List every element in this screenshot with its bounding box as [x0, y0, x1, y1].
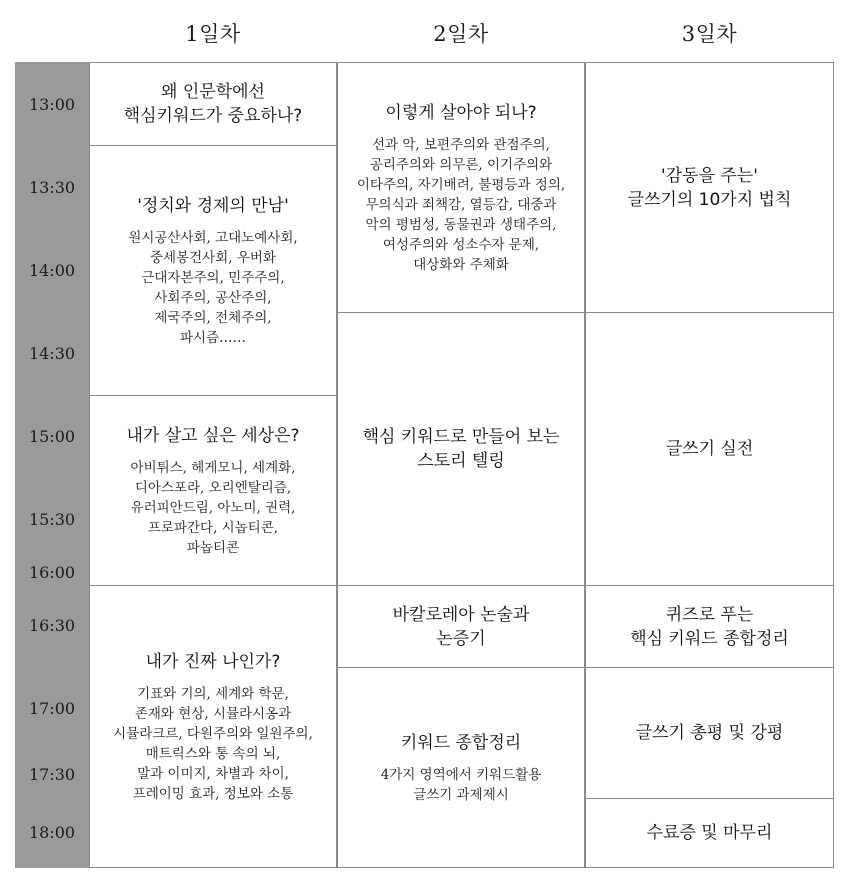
session-keywords: 기표와 기의, 세계와 학문, 존재와 현상, 시뮬라시옹과 시뮬라크르, 다원주의와 일원주의, 매트릭스와 통 속의 뇌, 말과 이미지, 차별과 차이, 프레이밍 효과, 정보와 소통: [113, 685, 313, 802]
session-day1-4: [89, 585, 337, 868]
session-day2-2: [337, 312, 585, 586]
session-title: 내가 살고 싶은 세상은?: [126, 425, 300, 446]
session-day3-4: [585, 667, 834, 799]
time-label: 13:30: [28, 178, 76, 197]
time-label: 14:00: [28, 261, 76, 280]
session-day1-1: [89, 62, 337, 146]
day-header-3: 3일차: [681, 22, 738, 46]
session-title: 이렇게 살아야 되나?: [385, 102, 537, 123]
time-label: 16:00: [28, 563, 76, 582]
day-header-2: 2일차: [433, 22, 489, 46]
session-title: 글쓰기 실전: [665, 439, 754, 459]
session-day3-3: [585, 585, 834, 668]
day-header-1: 1일차: [185, 22, 241, 46]
time-label: 15:00: [28, 427, 76, 446]
session-day2-4: [337, 667, 585, 868]
session-day3-1: [585, 62, 834, 313]
session-title: 키워드 종합정리: [400, 732, 522, 753]
session-title: 퀴즈로 푸는 핵심 키워드 종합정리: [630, 604, 789, 649]
session-keywords: 아비튀스, 헤게모니, 세계화, 디아스포라, 오리엔탈리즘, 유러피안드림, 아노미, 권력, 프로파간다, 시놉티콘, 파놉티콘: [130, 459, 296, 556]
session-title: 핵심 키워드로 만들어 보는 스토리 텔링: [362, 427, 560, 471]
session-title: 수료증 및 마무리: [646, 823, 773, 843]
session-day2-1: [337, 62, 585, 313]
session-day1-3: [89, 395, 337, 586]
session-day1-2: [89, 145, 337, 396]
session-keywords: 선과 악, 보편주의와 관점주의, 공리주의와 의무론, 이기주의와 이타주의, 자기배려, 불평등과 정의, 무의식과 죄책감, 열등감, 대중과 악의 평범성, 동물권과 생태주의, 여성주의와 성소수자 문제, 대상화와 주체화: [356, 136, 566, 273]
time-label: 16:30: [28, 616, 76, 635]
time-label: 17:30: [28, 765, 76, 784]
session-title: '감동을 주는' 글쓰기의 10가지 법칙: [627, 165, 792, 210]
session-title: 바칼로레아 논술과 논증기: [392, 604, 530, 649]
time-label: 13:00: [28, 95, 76, 114]
session-title: 왜 인문학에선 핵심키워드가 중요하나?: [123, 82, 303, 126]
session-title: 글쓰기 총평 및 강평: [635, 723, 784, 743]
session-title: '정치와 경제의 만남': [137, 195, 289, 216]
time-label: 17:00: [28, 699, 76, 718]
time-label: 18:00: [28, 823, 76, 842]
session-title: 내가 진짜 나인가?: [145, 651, 281, 672]
time-label: 15:30: [28, 510, 76, 529]
session-day3-5: [585, 798, 834, 868]
session-keywords: 원시공산사회, 고대노예사회, 중세봉건사회, 우버화 근대자본주의, 민주주의, 사회주의, 공산주의, 제국주의, 전체주의, 파시즘……: [128, 229, 298, 346]
time-label: 14:30: [28, 344, 76, 363]
session-day3-2: [585, 312, 834, 586]
session-keywords: 4가지 영역에서 키워드활용 글쓰기 과제제시: [380, 766, 542, 803]
session-day2-3: [337, 585, 585, 668]
